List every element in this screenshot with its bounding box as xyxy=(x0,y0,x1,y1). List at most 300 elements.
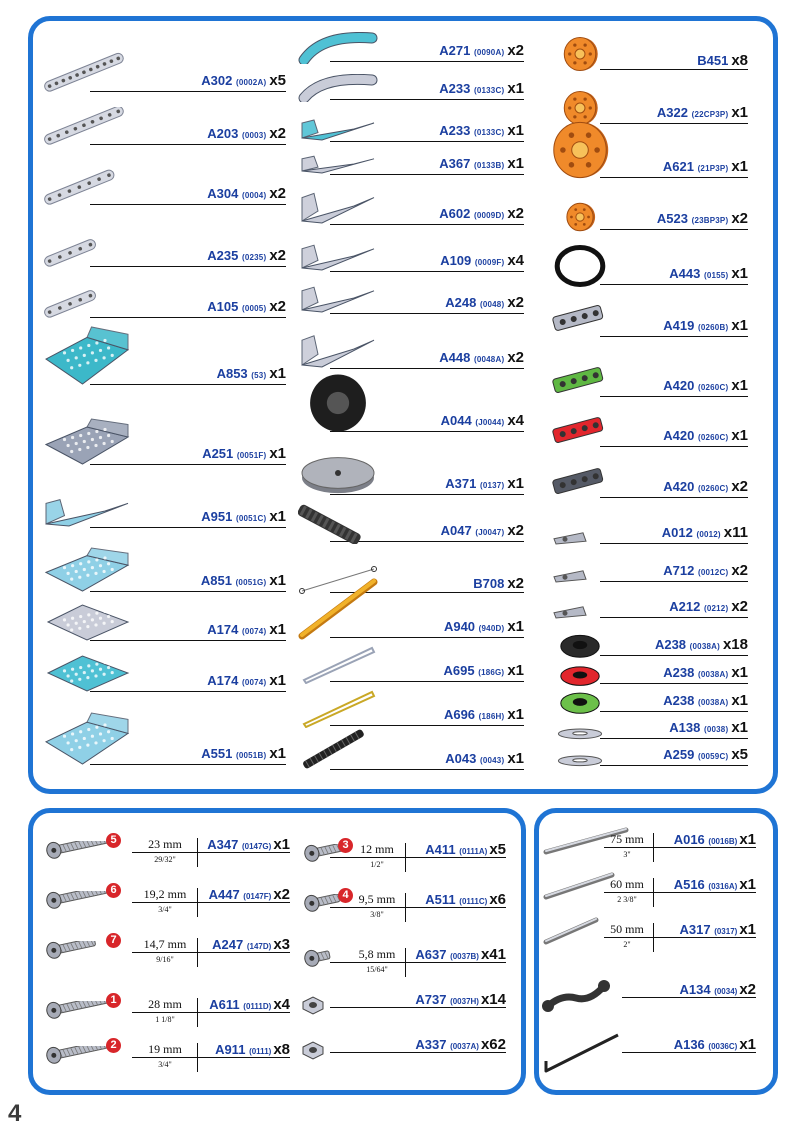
pulley-icon xyxy=(550,36,610,77)
part-label xyxy=(674,876,756,893)
part-code: A174 xyxy=(207,622,239,637)
part-quantity: x1 xyxy=(731,158,748,175)
strip-icon xyxy=(42,34,132,99)
part-ref: (0051F) xyxy=(236,451,267,460)
part-code: A047 xyxy=(440,523,472,538)
hardware-row xyxy=(300,840,506,874)
part-quantity: x2 xyxy=(739,981,756,998)
part-code: A233 xyxy=(439,123,471,138)
part-code: A212 xyxy=(669,599,701,614)
part-label xyxy=(674,1036,756,1053)
block-icon xyxy=(550,464,610,505)
part-code: A611 xyxy=(209,997,240,1012)
part-label xyxy=(207,187,286,203)
hardware-row xyxy=(542,830,756,864)
part-code: A302 xyxy=(201,73,233,88)
part-label xyxy=(663,748,748,764)
part-quantity: x1 xyxy=(731,265,748,282)
part-code: A238 xyxy=(663,693,695,708)
dimension-inch: 1 1/8" xyxy=(155,1015,175,1024)
dimension xyxy=(136,838,198,867)
hardware-row xyxy=(42,935,290,969)
part-label xyxy=(445,477,524,493)
part-quantity: x1 xyxy=(269,572,286,589)
part-quantity: x2 xyxy=(269,247,286,264)
screw-icon xyxy=(42,941,102,968)
part-row xyxy=(600,746,748,766)
hardware-row xyxy=(542,1035,756,1069)
leader-line xyxy=(600,711,748,712)
leader-line xyxy=(600,336,748,337)
part-row xyxy=(600,210,748,230)
part-code: A337 xyxy=(415,1037,447,1052)
part-ref: (0003) xyxy=(241,131,267,140)
dimension xyxy=(136,998,198,1027)
part-label xyxy=(662,526,748,542)
part-code: A136 xyxy=(673,1037,705,1052)
dimension-mm: 12 mm xyxy=(360,842,394,856)
part-ref: (0051B) xyxy=(236,751,267,760)
bracket-icon xyxy=(298,238,378,279)
part-quantity: x5 xyxy=(269,72,286,89)
part-quantity: x8 xyxy=(273,1041,290,1058)
part-label xyxy=(425,841,506,858)
part-quantity: x1 xyxy=(507,155,524,172)
part-label xyxy=(663,319,748,335)
part-quantity: x1 xyxy=(731,427,748,444)
part-code: B708 xyxy=(473,576,505,591)
part-quantity: x1 xyxy=(731,692,748,709)
dimension-inch: 9/16" xyxy=(156,955,174,964)
part-ref: (0074) xyxy=(241,627,267,636)
part-ref: (0155) xyxy=(703,271,729,280)
part-row xyxy=(600,636,748,656)
leader-line xyxy=(600,617,748,618)
part-code: A043 xyxy=(445,751,477,766)
part-code: A044 xyxy=(440,413,472,428)
part-row xyxy=(600,719,748,739)
part-ref: (0037A) xyxy=(450,1042,479,1051)
dimension-mm: 75 mm xyxy=(610,832,644,846)
leader-line xyxy=(600,683,748,684)
part-ref: (940D) xyxy=(478,624,505,633)
part-ref: (0012C) xyxy=(698,568,729,577)
leader-line xyxy=(600,497,748,498)
part-ref: (147D) xyxy=(246,942,272,951)
part-quantity: x4 xyxy=(273,996,290,1013)
part-label xyxy=(209,886,290,903)
part-ref: (0212) xyxy=(703,604,729,613)
part-ref: (0074) xyxy=(241,678,267,687)
part-quantity: x2 xyxy=(507,205,524,222)
part-label xyxy=(439,157,524,173)
number-badge: 5 xyxy=(106,833,121,848)
part-code: A851 xyxy=(200,573,232,588)
number-badge: 6 xyxy=(106,883,121,898)
part-ref: (0051C) xyxy=(236,514,267,523)
hardware-row xyxy=(300,1035,506,1069)
leader-line xyxy=(600,738,748,739)
part-label xyxy=(207,836,290,853)
leader-line xyxy=(600,581,748,582)
part-label xyxy=(669,267,748,283)
ring-icon xyxy=(550,245,610,292)
dimension-inch: 2" xyxy=(623,940,631,949)
part-label xyxy=(439,44,524,60)
part-label xyxy=(212,936,290,953)
part-quantity: x4 xyxy=(507,252,524,269)
track-icon xyxy=(298,486,378,549)
part-ref: (0038A) xyxy=(689,642,720,651)
part-label xyxy=(679,981,756,998)
part-ref: (0260B) xyxy=(698,323,729,332)
part-ref: (22CP3P) xyxy=(691,110,729,119)
part-label xyxy=(663,694,748,710)
part-quantity: x6 xyxy=(489,891,506,908)
part-quantity: x1 xyxy=(269,508,286,525)
part-ref: (0048) xyxy=(479,300,505,309)
screw-icon xyxy=(42,891,114,918)
part-row xyxy=(600,664,748,684)
part-quantity: x5 xyxy=(731,746,748,763)
number-badge: 1 xyxy=(106,993,121,1008)
dimension-mm: 14,7 mm xyxy=(143,937,187,951)
curve-icon xyxy=(298,32,378,69)
screw-icon xyxy=(42,1001,134,1028)
axle-icon xyxy=(542,916,602,951)
part-row xyxy=(600,598,748,618)
spacer-icon xyxy=(550,752,610,773)
part-label xyxy=(207,300,286,316)
block-icon xyxy=(550,413,610,454)
part-code: A951 xyxy=(201,509,233,524)
part-ref: (0133B) xyxy=(474,161,505,170)
part-code: A259 xyxy=(663,747,695,762)
part-label xyxy=(697,54,748,68)
part-code: A551 xyxy=(201,746,233,761)
part-quantity: x1 xyxy=(731,719,748,736)
dimension-mm: 19 mm xyxy=(148,1042,182,1056)
part-code: A233 xyxy=(439,81,471,96)
part-quantity: x1 xyxy=(269,365,286,382)
part-label xyxy=(201,510,286,526)
strip-icon xyxy=(42,167,132,212)
part-code: A940 xyxy=(443,619,476,634)
rod-icon xyxy=(298,578,378,645)
tab-icon xyxy=(550,522,610,551)
hexkey-icon xyxy=(542,1031,622,1080)
part-ref: (J0047) xyxy=(475,528,505,537)
leader-line xyxy=(600,123,748,124)
part-ref: (0260C) xyxy=(698,383,729,392)
part-code: A238 xyxy=(654,637,687,652)
dimension-mm: 5,8 mm xyxy=(358,947,396,961)
collar-icon xyxy=(550,632,610,663)
angle-icon xyxy=(298,151,378,182)
part-quantity: x2 xyxy=(731,562,748,579)
part-quantity: x18 xyxy=(722,636,748,653)
part-ref: (0037H) xyxy=(450,997,479,1006)
part-label xyxy=(215,1041,290,1058)
part-ref: (0111A) xyxy=(459,847,488,856)
part-code: A911 xyxy=(215,1042,246,1057)
part-code: A109 xyxy=(440,253,472,268)
part-quantity: x1 xyxy=(507,750,524,767)
leader-line xyxy=(600,177,748,178)
part-label xyxy=(669,721,748,737)
hardware-row xyxy=(42,835,290,869)
part-quantity: x1 xyxy=(739,1036,756,1053)
part-quantity: x1 xyxy=(507,80,524,97)
part-ref: (0038A) xyxy=(698,670,729,679)
part-ref: (0036C) xyxy=(708,1042,738,1051)
part-ref: (0034) xyxy=(714,987,738,996)
part-ref: (0043) xyxy=(479,756,505,765)
part-code: A317 xyxy=(679,922,711,937)
part-quantity: x1 xyxy=(507,618,524,635)
part-label xyxy=(669,600,748,616)
part-ref: (23BP3P) xyxy=(691,216,729,225)
dimension xyxy=(352,843,406,872)
part-quantity: x2 xyxy=(731,478,748,495)
hardware-row xyxy=(42,885,290,919)
part-ref: (0133C) xyxy=(474,128,505,137)
part-quantity: x8 xyxy=(731,52,748,69)
collar-icon xyxy=(550,664,610,691)
part-code: A602 xyxy=(439,206,471,221)
part-label xyxy=(663,160,748,176)
spanner-icon xyxy=(542,976,612,1021)
part-label xyxy=(415,946,506,963)
part-label xyxy=(663,480,748,496)
part-code: A248 xyxy=(445,295,477,310)
part-ref: (0009F) xyxy=(474,258,505,267)
part-ref: (186G) xyxy=(478,668,505,677)
part-quantity: x1 xyxy=(739,831,756,848)
part-code: A347 xyxy=(207,837,239,852)
screw-icon xyxy=(42,1046,114,1073)
part-quantity: x41 xyxy=(480,946,506,963)
bracket-icon xyxy=(298,280,378,321)
bracket-icon xyxy=(42,492,132,535)
part-quantity: x1 xyxy=(731,104,748,121)
part-ref: (0111D) xyxy=(243,1002,272,1011)
part-quantity: x4 xyxy=(507,412,524,429)
part-row xyxy=(600,158,748,178)
pulley-icon xyxy=(550,202,610,237)
hardware-row xyxy=(300,945,506,979)
leader-line xyxy=(600,765,748,766)
part-label xyxy=(473,577,524,591)
part-label xyxy=(217,367,286,383)
part-quantity: x1 xyxy=(269,445,286,462)
part-label xyxy=(209,996,290,1013)
part-label xyxy=(439,351,524,367)
part-label xyxy=(441,524,524,540)
part-quantity: x2 xyxy=(269,185,286,202)
part-quantity: x2 xyxy=(269,125,286,142)
bracket-icon xyxy=(298,327,378,376)
page-number: 4 xyxy=(8,1100,22,1127)
part-quantity: x11 xyxy=(723,524,748,541)
part-code: A511 xyxy=(425,892,456,907)
part-label xyxy=(439,82,524,98)
tray-icon xyxy=(42,417,132,472)
part-ref: (0137) xyxy=(479,481,505,490)
part-quantity: x1 xyxy=(739,921,756,938)
part-quantity: x1 xyxy=(507,122,524,139)
part-code: A105 xyxy=(207,299,239,314)
plate-icon xyxy=(42,601,132,648)
part-code: B451 xyxy=(697,53,729,68)
nut-icon xyxy=(300,1039,326,1066)
dimension-inch: 2 3/8" xyxy=(617,895,637,904)
part-ref: (0260C) xyxy=(698,484,729,493)
part-row xyxy=(600,427,748,447)
spring-icon xyxy=(298,726,378,777)
strip-icon xyxy=(42,107,132,152)
dimension-inch: 3/8" xyxy=(370,910,384,919)
dimension xyxy=(352,893,406,922)
part-label xyxy=(415,991,506,1008)
part-label xyxy=(444,708,524,724)
part-ref: (0090A) xyxy=(474,48,505,57)
part-row xyxy=(600,377,748,397)
part-code: A134 xyxy=(679,982,711,997)
dimension xyxy=(604,878,654,907)
part-code: A447 xyxy=(208,887,240,902)
strip-icon xyxy=(42,239,132,274)
part-ref: (0004) xyxy=(241,191,267,200)
part-code: A695 xyxy=(443,663,475,678)
part-ref: (186H) xyxy=(478,712,505,721)
part-label xyxy=(202,447,286,463)
part-ref: (0005) xyxy=(241,304,267,313)
part-code: A621 xyxy=(662,159,694,174)
part-code: A853 xyxy=(216,366,248,381)
dimension-mm: 9,5 mm xyxy=(358,892,396,906)
hardware-row xyxy=(542,980,756,1014)
dimension-inch: 15/64" xyxy=(366,965,388,974)
part-ref: (0111C) xyxy=(459,897,488,906)
part-quantity: x1 xyxy=(739,876,756,893)
hardware-row xyxy=(300,890,506,924)
part-quantity: x2 xyxy=(731,210,748,227)
belt-icon xyxy=(298,644,378,689)
dimension-inch: 3/4" xyxy=(158,1060,172,1069)
part-quantity: x1 xyxy=(507,662,524,679)
number-badge: 3 xyxy=(338,838,353,853)
part-row xyxy=(600,104,748,124)
part-code: A712 xyxy=(663,563,695,578)
part-label xyxy=(201,574,286,590)
hardware-row xyxy=(42,995,290,1029)
part-label xyxy=(439,124,524,140)
leader-line xyxy=(600,396,748,397)
part-label xyxy=(415,1036,506,1053)
part-quantity: x5 xyxy=(489,841,506,858)
leader-line xyxy=(600,543,748,544)
part-label xyxy=(655,638,748,654)
part-label xyxy=(674,831,756,848)
tray-icon xyxy=(42,711,132,772)
dimension-mm: 19,2 mm xyxy=(143,887,187,901)
part-code: A238 xyxy=(663,665,695,680)
block-icon xyxy=(550,297,610,344)
part-code: A138 xyxy=(669,720,701,735)
part-ref: (53) xyxy=(251,371,267,380)
block-icon xyxy=(550,363,610,404)
part-code: A696 xyxy=(443,707,476,722)
part-row xyxy=(600,692,748,712)
part-label xyxy=(207,249,286,265)
part-ref: (0235) xyxy=(241,253,267,262)
dimension-inch: 1/2" xyxy=(370,860,384,869)
dimension-inch: 3" xyxy=(623,850,631,859)
tab-icon xyxy=(550,596,610,625)
part-ref: (0002A) xyxy=(236,78,267,87)
part-ref: (J0044) xyxy=(475,418,505,427)
part-quantity: x1 xyxy=(731,317,748,334)
part-quantity: x62 xyxy=(480,1036,506,1053)
part-label xyxy=(425,891,506,908)
part-row xyxy=(600,562,748,582)
part-ref: (0016B) xyxy=(708,837,738,846)
part-quantity: x2 xyxy=(507,294,524,311)
part-code: A012 xyxy=(661,525,693,540)
part-code: A420 xyxy=(663,428,695,443)
part-row xyxy=(600,265,748,285)
part-code: A419 xyxy=(663,318,695,333)
tray-icon xyxy=(42,325,132,392)
part-code: A271 xyxy=(439,43,471,58)
leader-line xyxy=(600,69,748,70)
part-label xyxy=(445,296,524,312)
part-quantity: x2 xyxy=(507,575,524,592)
part-quantity: x1 xyxy=(269,672,286,689)
dimension xyxy=(352,948,406,977)
part-row xyxy=(600,317,748,337)
part-code: A235 xyxy=(207,248,239,263)
part-code: A371 xyxy=(445,476,477,491)
dimension xyxy=(604,833,654,862)
strip-icon xyxy=(42,290,132,325)
part-label xyxy=(657,106,748,122)
tray-icon xyxy=(42,546,132,599)
number-badge: 2 xyxy=(106,1038,121,1053)
plate-icon xyxy=(42,652,132,699)
part-code: A637 xyxy=(415,947,447,962)
part-quantity: x3 xyxy=(273,936,290,953)
part-label xyxy=(444,620,524,636)
number-badge: 4 xyxy=(338,888,353,903)
part-label xyxy=(441,414,524,430)
tab-icon xyxy=(550,560,610,589)
collar-icon xyxy=(550,690,610,719)
part-code: A448 xyxy=(439,350,471,365)
part-quantity: x2 xyxy=(507,42,524,59)
part-code: A247 xyxy=(212,937,244,952)
angle-icon xyxy=(298,114,378,149)
part-code: A516 xyxy=(673,877,705,892)
part-label xyxy=(201,747,286,763)
part-quantity: x1 xyxy=(507,706,524,723)
part-code: A420 xyxy=(663,479,695,494)
dimension-mm: 23 mm xyxy=(148,837,182,851)
hardware-row xyxy=(42,1040,290,1074)
nut-icon xyxy=(300,994,326,1021)
part-ref: (0059C) xyxy=(698,752,729,761)
